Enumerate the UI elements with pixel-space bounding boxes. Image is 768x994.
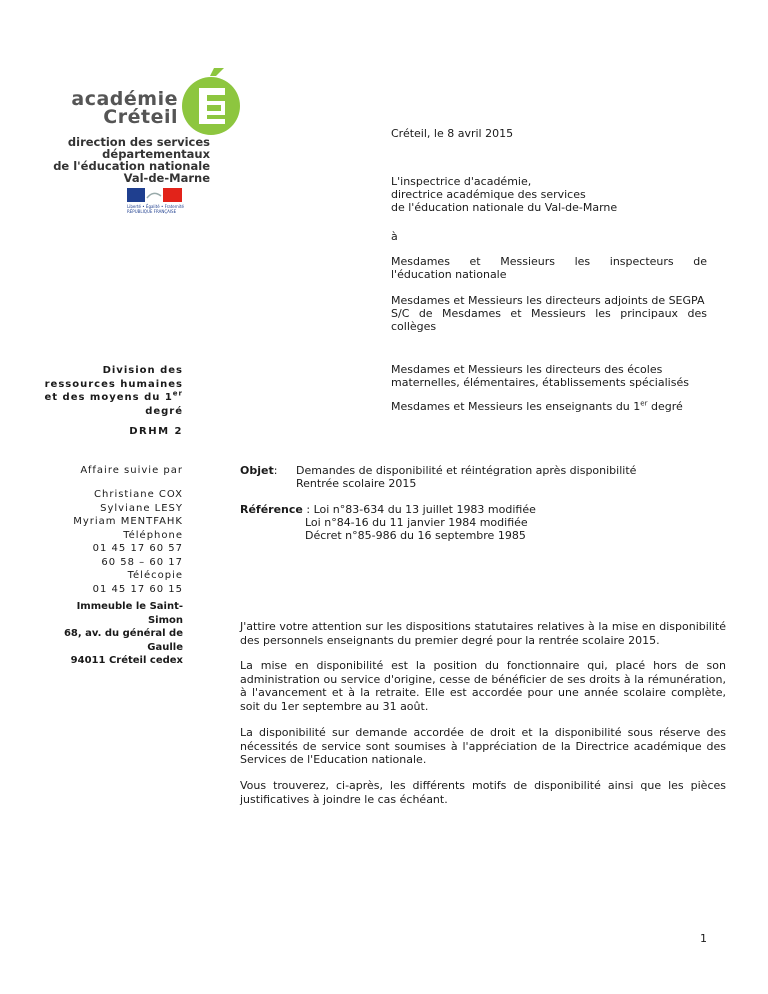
flag-caption-republique: RÉPUBLIQUE FRANÇAISE <box>127 209 177 214</box>
logo-dsden-line: départementaux <box>102 147 210 161</box>
logo-dsden-line: direction des services <box>67 135 210 149</box>
address-line: 94011 Créteil cedex <box>70 655 183 666</box>
objet-text <box>296 464 636 490</box>
contact-list <box>73 488 183 596</box>
affaire-suivie-label: Affaire suivie par <box>80 465 183 476</box>
recipient-inspecteurs <box>391 255 707 281</box>
sender-line: directrice académique des services <box>391 188 586 201</box>
sender-line: de l'éducation nationale du Val-de-Marne <box>391 201 618 214</box>
objet-label-text: Objet <box>240 464 274 477</box>
recipient-line: S/C de Mesdames et Messieurs les principaux des collèges <box>391 307 707 333</box>
body-paragraph-2: La mise en disponibilité est la position du fonctionnaire qui, placé hors de son administration ou service d'origine, cesse de bénéficier de ses droits à la rémunération, à l'avancement et à la retraite. Elle est accordée pour une année scolaire complète, soit du 1er septembre au 31 août. <box>240 659 726 713</box>
a-label: à <box>391 230 398 243</box>
recipient-segpa <box>391 294 707 333</box>
recipient-line: l'éducation nationale <box>391 268 507 281</box>
contact-line: Télécopie <box>127 570 183 581</box>
contact-line: 01 45 17 60 57 <box>92 543 183 554</box>
contact-line: Sylviane LESY <box>100 502 183 514</box>
letter-date: Créteil, le 8 avril 2015 <box>391 127 514 140</box>
drhm-label: DRHM 2 <box>129 426 183 437</box>
objet-line: Rentrée scolaire 2015 <box>296 477 417 490</box>
logo-word-academie: académie <box>71 88 178 110</box>
logo-dsden-line: Val-de-Marne <box>123 171 210 185</box>
body-paragraph-3: La disponibilité sur demande accordée de droit et la disponibilité sous réserve des nécessités de service sont soumises à l'appréciation de la Directrice académique des Services de l'Education nationale. <box>240 726 726 767</box>
reference-label: Référence <box>240 503 303 516</box>
logo-dsden <box>53 136 210 184</box>
division-sup: er <box>172 389 183 398</box>
recipient-enseignants <box>391 400 707 413</box>
contact-line: 60 58 – 60 17 <box>101 556 183 568</box>
body-paragraph-4: Vous trouverez, ci-après, les différents motifs de disponibilité ainsi que les pièces justificatives à joindre le cas échéant. <box>240 779 726 806</box>
recipient-directeurs: Mesdames et Messieurs les directeurs des écoles maternelles, élémentaires, établissements spécialisés <box>391 363 689 389</box>
logo-dsden-line: de l'éducation nationale <box>53 159 210 173</box>
division-title <box>43 364 183 418</box>
division-text: Division des ressources humaines et des moyens du 1 <box>44 365 183 403</box>
sender-block <box>391 175 707 214</box>
address-line: Immeuble le Saint-Simon <box>76 601 183 626</box>
reference-line: Loi n°84-16 du 11 janvier 1984 modifiée <box>305 516 528 529</box>
contact-line: Christiane COX <box>94 489 183 500</box>
body-paragraph-1: J'attire votre attention sur les dispositions statutaires relatives à la mise en disponibilité des personnels enseignants du premier degré pour la rentrée scolaire 2015. <box>240 620 726 647</box>
objet-label <box>240 464 277 477</box>
contact-line: Myriam MENTFAHK <box>73 516 183 527</box>
address-block <box>63 600 183 668</box>
reference-line: : Loi n°83-634 du 13 juillet 1983 modifiée <box>302 503 536 516</box>
sender-line: L'inspectrice d'académie, <box>391 175 532 188</box>
recipient-line: Mesdames et Messieurs les directeurs adjoints de SEGPA <box>391 294 705 307</box>
contact-line: Téléphone <box>123 529 183 541</box>
reference-line: Décret n°85-986 du 16 septembre 1985 <box>305 529 526 542</box>
reference-more-lines <box>305 516 528 542</box>
logo-word-creteil: Créteil <box>103 106 178 128</box>
flag-caption-motto: Liberté • Égalité • Fraternité <box>127 204 184 209</box>
recipient4-end: degré <box>647 400 683 413</box>
recipient-line: Mesdames et Messieurs les inspecteurs de <box>391 255 707 268</box>
reference-first-line <box>240 503 536 516</box>
academie-logo <box>50 66 250 216</box>
objet-line: Demandes de disponibilité et réintégration après disponibilité <box>296 464 637 477</box>
academie-e-logo-icon <box>180 66 242 136</box>
division-end: degré <box>145 405 183 417</box>
recipient4-sup: er <box>640 399 648 408</box>
page-number: 1 <box>700 932 707 945</box>
recipient4-text: Mesdames et Messieurs les enseignants du 1 <box>391 400 641 413</box>
contact-line: 01 45 17 60 15 <box>92 583 183 595</box>
address-line: 68, av. du général de Gaulle <box>63 628 183 653</box>
objet-colon: : <box>273 464 278 477</box>
